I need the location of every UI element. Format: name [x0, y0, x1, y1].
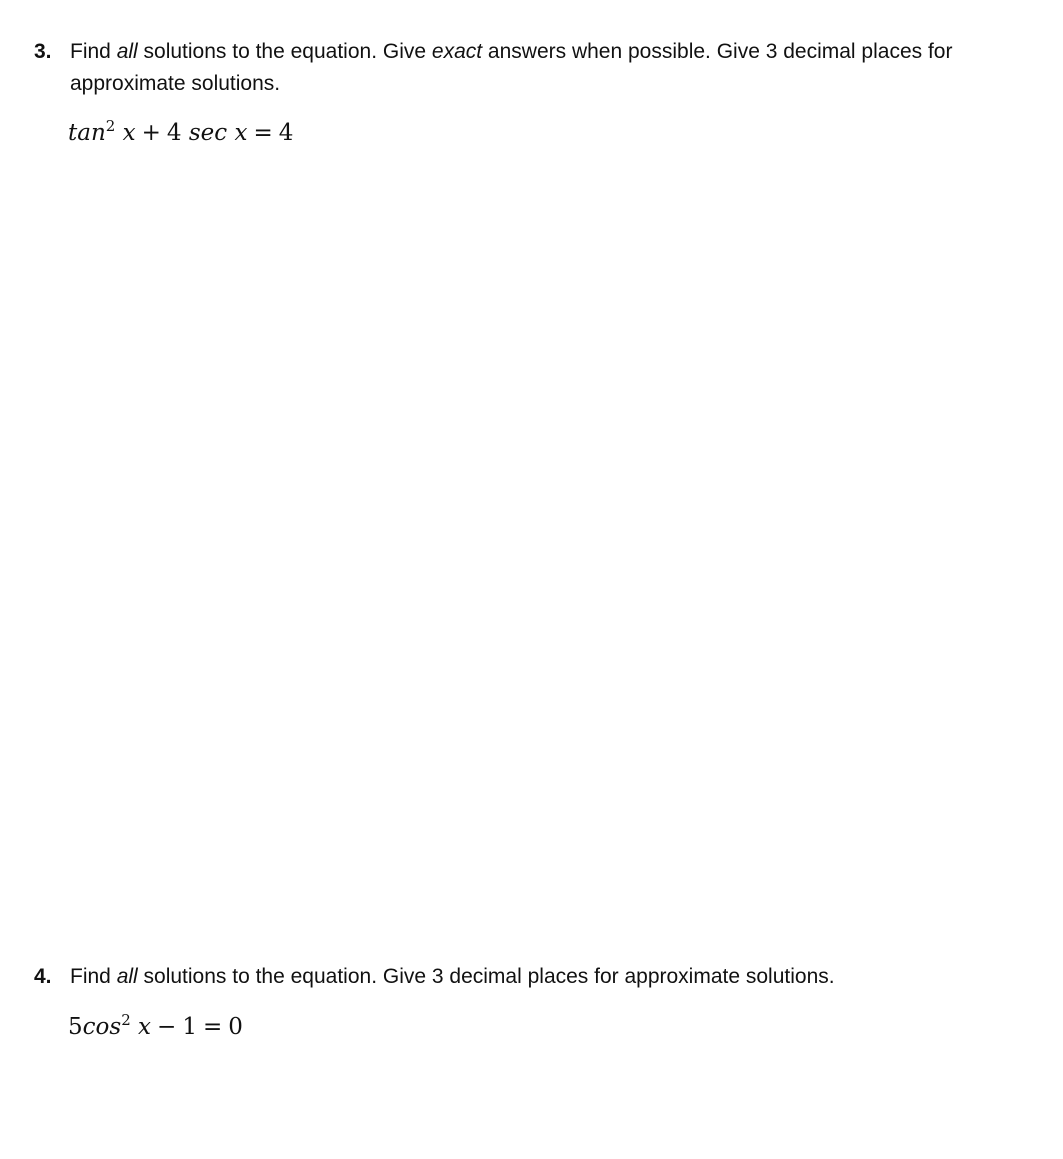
prompt-fragment: answers when possible. Give 3 decimal places for approximate solutions.	[70, 40, 953, 95]
equation-rhs: 4	[278, 120, 294, 146]
problem-3	[34, 36, 1043, 148]
prompt-fragment: Find	[70, 40, 117, 63]
equation-equals: =	[253, 120, 273, 146]
equation-variable: x	[122, 120, 136, 146]
equation-exponent: 2	[105, 117, 116, 135]
equation-operator: −	[157, 1014, 177, 1040]
problem-3-instructions	[70, 36, 1043, 100]
prompt-fragment: Find	[70, 965, 117, 988]
equation-variable: x	[234, 120, 248, 146]
equation-coefficient: 5	[68, 1014, 83, 1040]
problem-4	[34, 961, 1043, 1042]
emphasis-all: all	[116, 40, 138, 63]
equation-rhs: 0	[228, 1014, 243, 1040]
equation-function: cos	[82, 1014, 122, 1040]
equation-function: sec	[188, 120, 228, 146]
problem-4-number: 4.	[34, 965, 52, 988]
problem-3-prompt	[34, 36, 1043, 100]
prompt-fragment: solutions to the equation. Give 3 decimal places for approximate solutions.	[137, 965, 835, 988]
problem-4-prompt	[34, 961, 1043, 993]
problem-3-equation	[68, 118, 1043, 148]
equation-coefficient: 4	[166, 120, 182, 146]
equation-operator: +	[141, 120, 161, 146]
emphasis-exact: exact	[431, 40, 483, 63]
equation-function: tan	[68, 120, 106, 146]
emphasis-all: all	[116, 965, 138, 988]
equation-variable: x	[138, 1014, 152, 1040]
problem-4-instructions	[70, 961, 1043, 993]
equation-constant: 1	[182, 1014, 197, 1040]
equation-exponent: 2	[121, 1011, 131, 1029]
equation-equals: =	[202, 1014, 223, 1040]
problem-4-equation	[68, 1012, 1043, 1042]
prompt-fragment: solutions to the equation. Give	[137, 40, 432, 63]
problem-3-number: 3.	[34, 40, 52, 63]
